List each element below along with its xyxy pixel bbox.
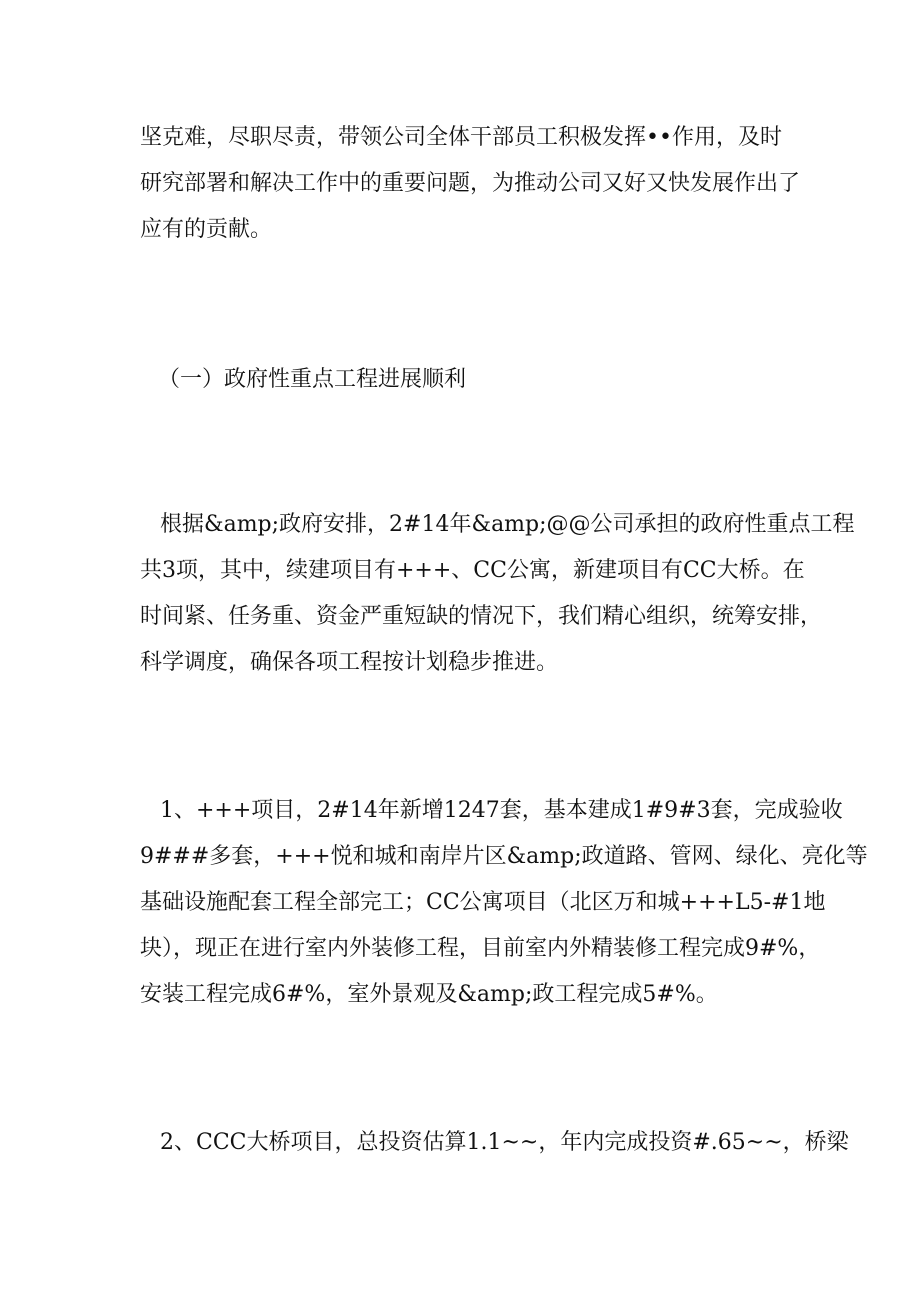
section-heading: （一）政府性重点工程进展顺利	[158, 367, 467, 392]
paragraph-item1-line: 9###多套，+++悦和城和南岸片区&amp;政道路、管网、绿化、亮化等	[140, 844, 868, 869]
paragraph-overview-line: 科学调度，确保各项工程按计划稳步推进。	[140, 650, 559, 675]
paragraph-intro-line: 坚克难，尽职尽责，带领公司全体干部员工积极发挥••作用，及时	[140, 125, 782, 150]
paragraph-intro-line: 应有的贡献。	[140, 217, 273, 242]
paragraph-item1-line: 1、+++项目，2#14年新增1247套，基本建成1#9#3套，完成验收	[160, 798, 843, 823]
paragraph-overview-line: 时间紧、任务重、资金严重短缺的情况下，我们精心组织，统筹安排，	[140, 604, 823, 629]
paragraph-item1-line: 安装工程完成6#%，室外景观及&amp;政工程完成5#%。	[140, 982, 718, 1007]
paragraph-overview-line: 根据&amp;政府安排，2#14年&amp;@@公司承担的政府性重点工程	[160, 512, 855, 537]
paragraph-item1-line: 基础设施配套工程全部完工；CC公寓项目（北区万和城+++L5-#1地	[140, 890, 826, 915]
paragraph-overview-line: 共3项，其中，续建项目有+++、CC公寓，新建项目有CC大桥。在	[140, 558, 805, 583]
paragraph-item1-line: 块），现正在进行室内外装修工程，目前室内外精装修工程完成9#%，	[140, 936, 821, 961]
paragraph-item2-line: 2、CCC大桥项目，总投资估算1.1~~，年内完成投资#.65~~，桥梁	[160, 1130, 849, 1155]
paragraph-intro-line: 研究部署和解决工作中的重要问题，为推动公司又好又快发展作出了	[140, 171, 801, 196]
